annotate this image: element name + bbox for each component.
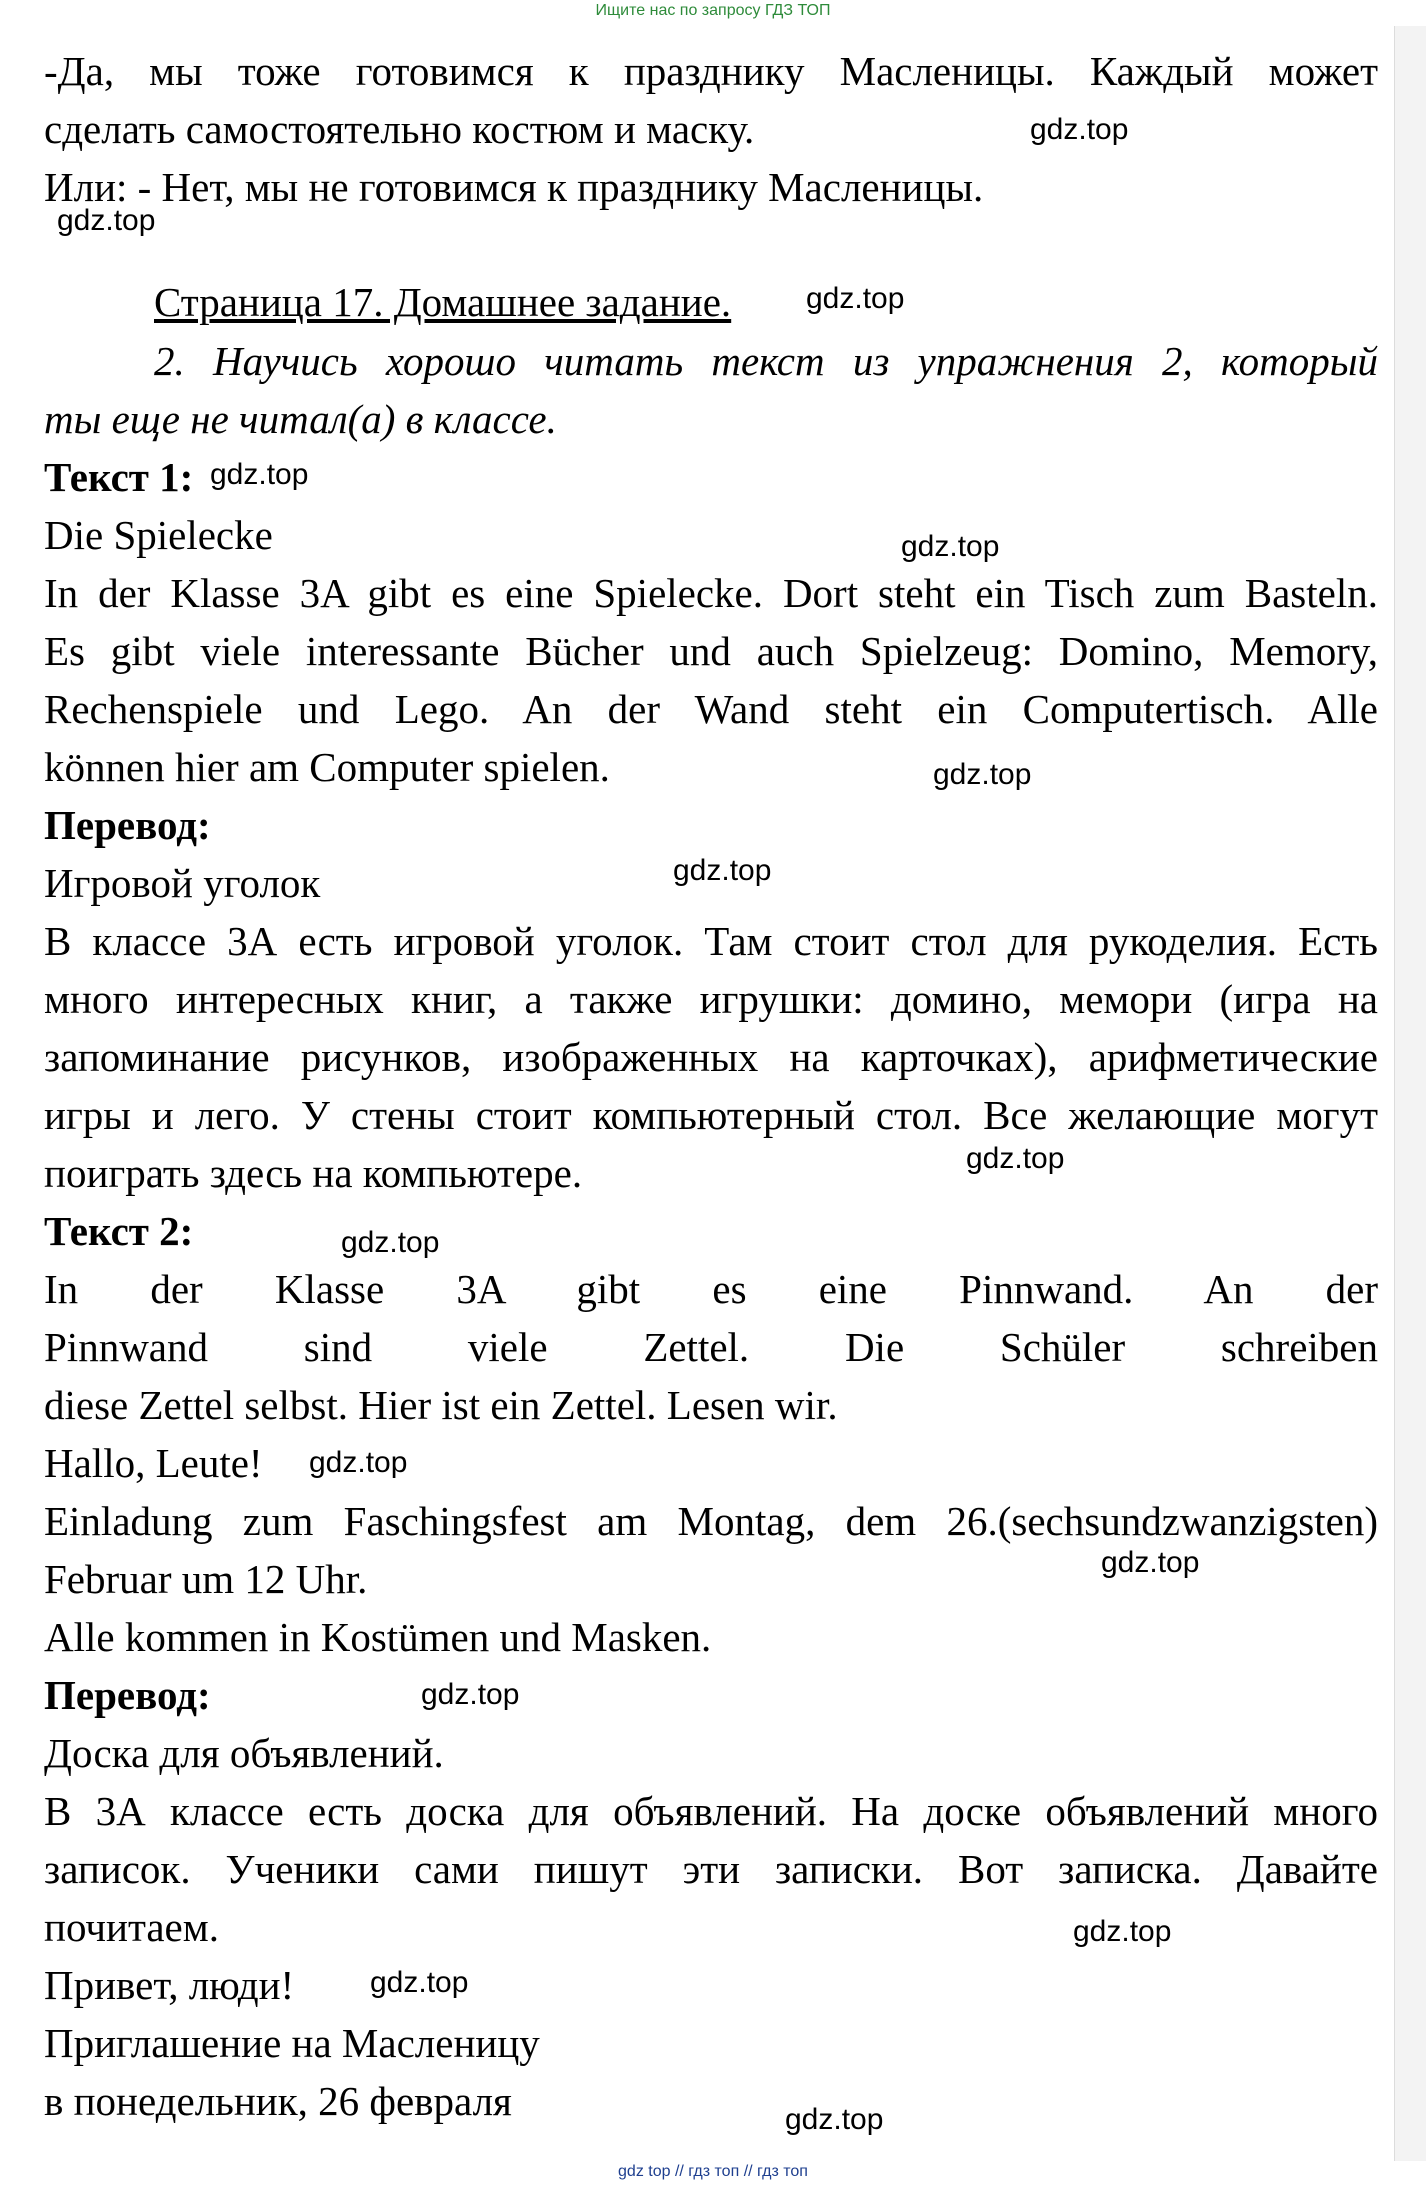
text-line: В классе 3А есть игровой уголок. Там стоит стол для рукоделия. Есть xyxy=(44,918,1378,964)
text-line: In der Klasse 3A gibt es eine Pinnwand. An der xyxy=(44,1266,1378,1312)
text-line: Привет, люди! xyxy=(44,1962,295,2008)
watermark: gdz.top xyxy=(933,758,1032,791)
watermark: gdz.top xyxy=(1030,113,1129,146)
watermark: gdz.top xyxy=(57,204,156,237)
text-2-heading: Текст 2: xyxy=(44,1208,194,1254)
text-line: Alle kommen in Kostümen und Masken. xyxy=(44,1614,712,1660)
watermark: gdz.top xyxy=(421,1678,520,1711)
text-line: Rechenspiele und Lego. An der Wand steht ein Computertisch. Alle xyxy=(44,686,1378,732)
text-line: запоминание рисунков, изображенных на карточках), арифметические xyxy=(44,1034,1378,1080)
task-text: 2. Научись хорошо читать текст из упражнения 2, который xyxy=(154,338,1378,384)
watermark: gdz.top xyxy=(966,1142,1065,1175)
text-line: поиграть здесь на компьютере. xyxy=(44,1150,583,1196)
text-title: Доска для объявлений. xyxy=(44,1730,444,1776)
text-line: почитаем. xyxy=(44,1904,219,1950)
text-line: Pinnwand sind viele Zettel. Die Schüler schreiben xyxy=(44,1324,1378,1370)
scrollbar[interactable] xyxy=(1394,26,1426,2161)
text-line: в понедельник, 26 февраля xyxy=(44,2078,512,2124)
watermark: gdz.top xyxy=(309,1446,408,1479)
watermark: gdz.top xyxy=(1073,1915,1172,1948)
watermark: gdz.top xyxy=(901,530,1000,563)
text-line: Приглашение на Масленицу xyxy=(44,2020,540,2066)
watermark: gdz.top xyxy=(341,1226,440,1259)
text-line: сделать самостоятельно костюм и маску. xyxy=(44,106,755,152)
text-line: Es gibt viele interessante Bücher und auch Spielzeug: Domino, Memory, xyxy=(44,628,1378,674)
text-line: Или: - Нет, мы не готовимся к празднику Масленицы. xyxy=(44,164,984,210)
text-line: Februar um 12 Uhr. xyxy=(44,1556,368,1602)
text-line: записок. Ученики сами пишут эти записки. Вот записка. Давайте xyxy=(44,1846,1378,1892)
text-line: Hallo, Leute! xyxy=(44,1440,263,1486)
task-text: ты еще не читал(а) в классе. xyxy=(44,396,557,442)
translation-heading: Перевод: xyxy=(44,1672,211,1718)
text-line: игры и лего. У стены стоит компьютерный стол. Все желающие могут xyxy=(44,1092,1378,1138)
text-title: Игровой уголок xyxy=(44,860,321,906)
text-line: können hier am Computer spielen. xyxy=(44,744,610,790)
watermark: gdz.top xyxy=(806,282,905,315)
text-line: diese Zettel selbst. Hier ist ein Zettel. Lesen wir. xyxy=(44,1382,838,1428)
section-heading: Страница 17. Домашнее задание. xyxy=(154,279,732,325)
translation-heading: Перевод: xyxy=(44,802,211,848)
watermark: gdz.top xyxy=(1101,1546,1200,1579)
text-line: -Да, мы тоже готовимся к празднику Масленицы. Каждый может xyxy=(44,48,1378,94)
footer-links[interactable]: gdz top // гдз топ // гдз топ xyxy=(618,2163,808,2180)
text-1-heading: Текст 1: xyxy=(44,454,194,500)
text-line: Einladung zum Faschingsfest am Montag, dem 26.(sechsundzwanzigsten) xyxy=(44,1498,1378,1544)
search-banner[interactable]: Ищите нас по запросу ГДЗ ТОП xyxy=(595,2,831,19)
watermark: gdz.top xyxy=(370,1966,469,1999)
watermark: gdz.top xyxy=(210,458,309,491)
watermark: gdz.top xyxy=(673,854,772,887)
text-title: Die Spielecke xyxy=(44,512,273,558)
text-line: In der Klasse 3A gibt es eine Spielecke. Dort steht ein Tisch zum Basteln. xyxy=(44,570,1378,616)
text-line: В 3А классе есть доска для объявлений. На доске объявлений много xyxy=(44,1788,1378,1834)
watermark: gdz.top xyxy=(785,2103,884,2136)
text-line: много интересных книг, а также игрушки: домино, мемори (игра на xyxy=(44,976,1378,1022)
